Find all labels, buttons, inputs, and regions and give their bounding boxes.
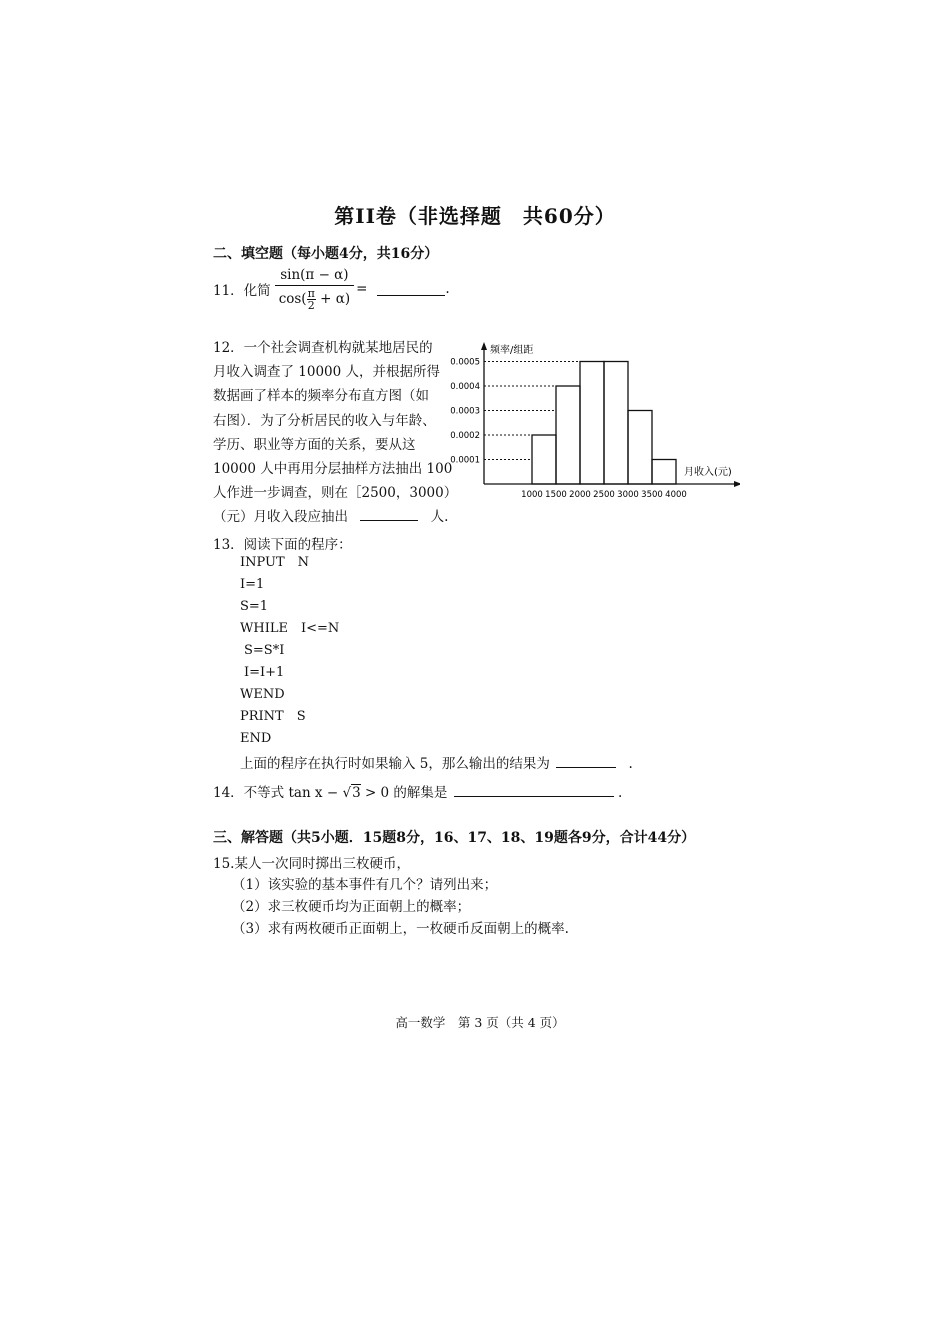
code-line-4: WHILE I<=N [240, 621, 340, 636]
q13-question-text: 上面的程序在执行时如果输入 5，那么输出的结果为 [240, 756, 550, 772]
q11-answer-blank[interactable] [377, 282, 445, 296]
code-line-9: END [240, 731, 272, 746]
page-footer: 高一数学 第 3 页（共 4 页） [395, 1015, 565, 1030]
q12-line-4: 右图）．为了分析居民的收入与年龄、 [213, 412, 436, 429]
q11-equals: = [356, 281, 368, 297]
code-line-2: I=1 [240, 577, 265, 592]
histogram-bar [556, 386, 580, 484]
question-11 [213, 267, 450, 311]
question-14 [213, 781, 622, 801]
q12-answer-blank[interactable] [360, 507, 418, 521]
x-tick-label: 1000 [521, 490, 543, 500]
q14-answer-blank[interactable] [454, 783, 614, 797]
code-line-5: S=S*I [244, 643, 285, 658]
y-tick-label: 0.0003 [450, 406, 480, 417]
y-tick-label: 0.0005 [450, 357, 480, 368]
code-line-1: INPUT N [240, 555, 310, 570]
q12-line-2: 月收入调查了 10000 人，并根据所得 [213, 364, 441, 381]
histogram-bar [652, 460, 676, 485]
q13-question [240, 752, 633, 772]
histogram-bar [532, 435, 556, 484]
x-axis-arrow [734, 481, 740, 487]
page-title: 第II卷（非选择题 共60分） [334, 204, 616, 228]
q11-numerator: sin(π − α) [275, 267, 354, 286]
y-axis-arrow [481, 342, 487, 350]
x-tick-label: 2500 [593, 490, 615, 500]
q11-label: 11．化简 [213, 283, 271, 299]
q13-program [240, 552, 339, 750]
q15-stem: 15.某人一次同时掷出三枚硬币， [213, 856, 410, 872]
q12-line-8 [213, 505, 457, 529]
q13-end: . [628, 756, 633, 772]
histogram-y-label: 频率/组距 [490, 345, 534, 356]
q11-den-prefix: cos( [278, 291, 307, 307]
q15-parts [232, 874, 569, 940]
histogram-x-ticks [521, 490, 687, 500]
y-tick-label: 0.0002 [450, 431, 480, 441]
histogram-bars [532, 362, 676, 485]
question-12 [213, 336, 457, 530]
q11-two: 2 [307, 299, 315, 312]
q14-sqrt-sign: √ [342, 785, 352, 801]
q12-line-6: 10000 人中再用分层抽样方法抽出 100 [213, 461, 453, 478]
q11-fraction [275, 267, 354, 311]
q11-pi-half [307, 288, 316, 311]
q12-line-3: 数据画了样本的频率分布直方图（如 [213, 388, 429, 405]
q15-part-3: （3）求有两枚硬币正面朝上，一枚硬币反面朝上的概率. [232, 921, 569, 937]
y-tick-label: 0.0001 [450, 455, 480, 466]
q11-den-suffix: + α) [315, 291, 351, 307]
q15-part-1: （1）该实验的基本事件有几个？请列出来； [232, 877, 498, 893]
code-line-3: S=1 [240, 599, 269, 614]
q12-line-5: 学历、职业等方面的关系，要从这 [213, 436, 416, 453]
code-line-8: PRINT S [240, 709, 306, 724]
code-line-6: I=I+1 [244, 665, 285, 680]
q14-mid: > 0 的解集是 [364, 785, 448, 801]
y-tick-label: 0.0004 [450, 382, 480, 392]
q12-last-prefix: （元）月收入段应抽出 [213, 509, 348, 526]
q13-answer-blank[interactable] [556, 754, 616, 768]
code-line-7: WEND [240, 687, 285, 702]
q11-pi: π [307, 287, 315, 300]
q13-label: 13．阅读下面的程序： [213, 537, 352, 553]
q14-sqrt-value: 3 [352, 785, 361, 801]
q15-part-2: （2）求三枚硬币均为正面朝上的概率； [232, 899, 471, 915]
q11-denominator [275, 286, 354, 311]
histogram-bar [628, 411, 652, 485]
histogram-bar [580, 362, 604, 485]
histogram-axes [481, 342, 740, 487]
q12-last-suffix: 人. [430, 509, 449, 526]
section-fill-in-heading: 二、填空题（每小题4分，共16分） [213, 246, 439, 262]
q11-end: . [445, 281, 450, 297]
q14-prefix: 14．不等式 tan x − [213, 785, 339, 801]
histogram-bar [604, 362, 628, 485]
q12-line-7: 人作进一步调查，则在［2500，3000） [213, 485, 458, 502]
x-tick-label: 3000 [617, 490, 639, 500]
histogram-y-ticks [450, 358, 480, 466]
q14-end: . [618, 785, 623, 801]
section-solutions-heading: 三、解答题（共5小题．15题8分，16、17、18、19题各9分，合计44分） [213, 830, 696, 846]
x-tick-label: 1500 [545, 490, 567, 500]
x-tick-label: 4000 [665, 490, 687, 500]
x-tick-label: 2000 [569, 490, 591, 500]
q12-line-1: 12．一个社会调查机构就某地居民的 [213, 340, 433, 356]
frequency-histogram [440, 338, 740, 502]
histogram-x-label: 月收入(元) [684, 467, 732, 478]
x-tick-label: 3500 [641, 490, 663, 500]
